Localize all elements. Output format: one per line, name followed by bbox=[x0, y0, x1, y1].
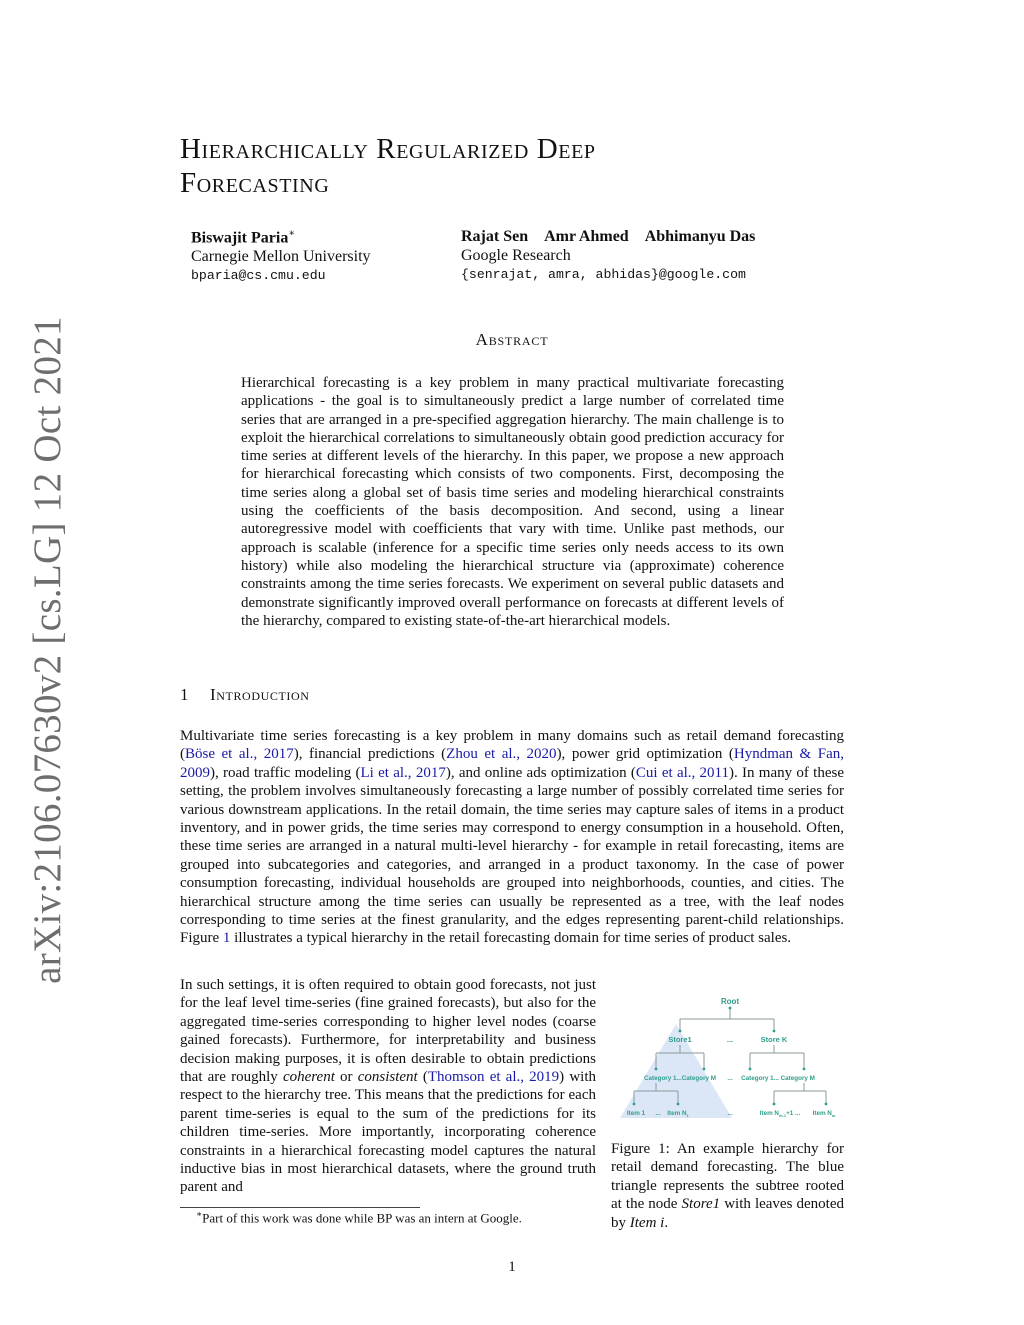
node-store1: Store1 bbox=[668, 1035, 692, 1044]
abstract-body: Hierarchical forecasting is a key problem in many practical multivariate forecasting applications - the goal is to simultaneously predict a large number of correlated time series that are arranged in a pre-specified aggregation hierarchy. The main challenge is to exploit the hierarchical correlations to simultaneously obtain good prediction accuracy for time series at different levels of the hierarchy. In this paper, we propose a new approach for hierarchical forecasting which consists of two components. First, decomposing the time series along a global set of basis time series and modeling hierarchical constraints using the coefficients of the basis decomposition. And second, using a linear autoregressive model with coefficients that vary with time. Unlike past methods, our approach is scalable (inference for a specific time series only needs access to its own history) while also modeling the hierarchical structure via (approximate) coherence constraints among the time series forecasts. We experiment on several public datasets and demonstrate significantly improved overall performance on forecasts at different levels of the hierarchy, compared to existing state-of-the-art hierarchical models. bbox=[241, 375, 784, 629]
author-block-right bbox=[461, 228, 755, 282]
footnote-text: Part of this work was done while BP was an intern at Google. bbox=[202, 1210, 522, 1226]
text-run: illustrates a typical hierarchy in the retail forecasting domain for time series of product sales. bbox=[230, 930, 792, 947]
node-item1: Item 1 bbox=[626, 1110, 646, 1117]
footnote-divider bbox=[180, 1207, 420, 1208]
node-ellipsis: ... bbox=[726, 1035, 734, 1044]
label-subscript: 1 bbox=[686, 1113, 689, 1118]
node-root: Root bbox=[720, 997, 740, 1006]
text-run: ), financial predictions ( bbox=[293, 746, 447, 763]
citation-link[interactable]: Cui et al., 2011 bbox=[635, 764, 729, 781]
text-run: ), power grid optimization ( bbox=[556, 746, 734, 763]
node-storeK: Store K bbox=[760, 1035, 788, 1044]
citation-link[interactable]: Thomson et al., 2019 bbox=[427, 1069, 560, 1086]
author-email[interactable]: bparia@cs.cmu.edu bbox=[191, 268, 326, 284]
text-run: ), and online ads optimization ( bbox=[445, 764, 636, 781]
node-categories-right: Category 1... Category M bbox=[741, 1075, 815, 1082]
node-ellipsis: ... bbox=[727, 1110, 733, 1117]
citation-link[interactable]: Zhou et al., 2020 bbox=[446, 746, 557, 763]
label-suffix: +1 ... bbox=[786, 1110, 801, 1117]
arxiv-side-stamp: arXiv:2106.07630v2 [cs.LG] 12 Oct 2021 bbox=[26, 316, 69, 984]
node-categories-left: Category 1...Category M bbox=[643, 1075, 717, 1082]
figure-hierarchy bbox=[614, 990, 844, 1130]
author-name: Abhimanyu Das bbox=[644, 228, 756, 245]
author-email[interactable]: {senrajat, amra, abhidas}@google.com bbox=[461, 267, 746, 282]
text-run: or bbox=[334, 1069, 358, 1086]
intro-paragraph-2 bbox=[180, 976, 596, 1197]
label-subscript: m bbox=[831, 1113, 836, 1118]
text-run: ), road traffic modeling ( bbox=[210, 764, 361, 781]
node-itemN1 bbox=[667, 1110, 689, 1118]
node-ellipsis: ... bbox=[727, 1075, 733, 1082]
author-affiliation: Carnegie Mellon University bbox=[191, 248, 371, 266]
emphasis: Store1 bbox=[681, 1196, 721, 1213]
label-text: Item N bbox=[759, 1110, 779, 1117]
author-name: Amr Ahmed bbox=[544, 228, 629, 245]
citation-link[interactable]: Böse et al., 2017 bbox=[185, 746, 294, 763]
node-itemNm bbox=[813, 1110, 836, 1118]
abstract-heading: Abstract bbox=[475, 330, 549, 349]
title-line-1: Hierarchically Regularized Deep bbox=[180, 133, 596, 165]
text-run: ( bbox=[417, 1069, 428, 1086]
footnote-mark: ∗ bbox=[196, 1209, 203, 1219]
text-run: . bbox=[664, 1214, 669, 1231]
label-subscript: m-1 bbox=[778, 1113, 787, 1118]
author-name: Biswajit Paria bbox=[191, 229, 289, 247]
author-name: Rajat Sen bbox=[461, 228, 529, 245]
figure-caption bbox=[611, 1140, 844, 1232]
node-ellipsis: ... bbox=[655, 1110, 661, 1117]
section-heading-introduction bbox=[180, 685, 310, 705]
paper-title bbox=[180, 132, 596, 200]
emphasis: Item i bbox=[629, 1214, 665, 1231]
section-number: 1 bbox=[180, 685, 190, 704]
emphasis: consistent bbox=[357, 1069, 418, 1086]
label-text: Item N bbox=[667, 1110, 687, 1117]
emphasis: coherent bbox=[282, 1069, 335, 1086]
node-itemNm1 bbox=[760, 1110, 801, 1118]
figure-reference-link[interactable]: 1 bbox=[222, 930, 231, 947]
author-block-left bbox=[191, 228, 371, 283]
text-run: Figure 1: An example hierarchy for retail demand forecasting. The blue triangle represents the subtree rooted at the node bbox=[611, 1141, 844, 1213]
text-run: ) with respect to the hierarchy tree. This means that the predictions for each parent time-series is equal to the sum of the predictions for its children time-series. More importantly, incorporating coherence constraints in a hierarchical forecasting model captures the natural inductive bias in most hierarchical datasets, where the ground truth parent and bbox=[180, 1069, 596, 1196]
footnote bbox=[196, 1209, 522, 1226]
text-run: In such settings, it is often required to obtain good forecasts, not just for the leaf level time-series (fine grained forecasts), but also for the aggregated time-series corresponding to higher level nodes (coarse gained forecasts). Furthermore, for interpretability and business decision making purposes, it is often desirable to obtain predictions that are roughly bbox=[180, 977, 596, 1086]
title-line-2: Forecasting bbox=[180, 167, 330, 199]
footnote-mark: ∗ bbox=[288, 228, 296, 239]
citation-link[interactable]: Hyndman & Fan, 2009 bbox=[180, 746, 844, 781]
author-affiliation: Google Research bbox=[461, 247, 571, 264]
section-title: Introduction bbox=[210, 685, 310, 704]
text-run: ). In many of these setting, the problem involves simultaneously forecasting a large number of possibly correlated time series for various downstream applications. In the retail domain, the time series may capture sales of items in a product inventory, and in power grids, the time series may correspond to energy consumption in a household. Often, these time series are arranged in a natural multi-level hierarchy - for example in retail forecasting, items are grouped into subcategories and categories, and arranged in a product taxonomy. In the case of power consumption forecasting, individual households are grouped into neighborhoods, counties, and cities. The hierarchical structure among the time series can usually be represented as a tree, with the leaf nodes corresponding to time series at the finest granularity, and the edges representing parent-child relationships. Figure bbox=[180, 764, 844, 947]
citation-link[interactable]: Li et al., 2017 bbox=[360, 764, 446, 781]
page-number: 1 bbox=[508, 1259, 516, 1275]
label-text: Item N bbox=[812, 1110, 832, 1117]
intro-paragraph-1 bbox=[180, 727, 844, 948]
hierarchy-diagram bbox=[614, 990, 844, 1130]
text-run: with leaves denoted by bbox=[611, 1196, 844, 1231]
text-run: Multivariate time series forecasting is a key problem in many domains such as retail demand forecasting ( bbox=[180, 728, 844, 763]
